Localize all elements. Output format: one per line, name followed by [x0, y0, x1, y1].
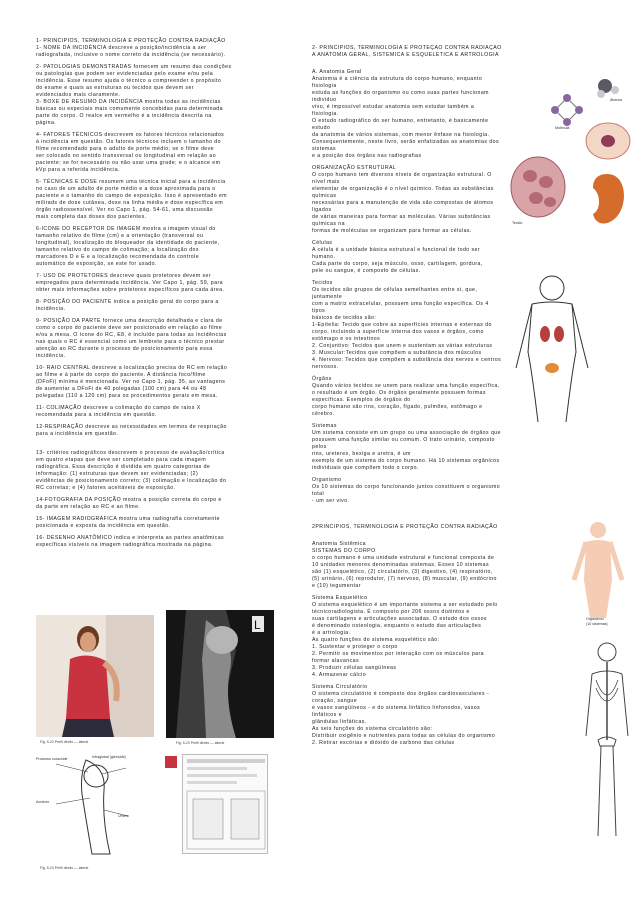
left-column [36, 38, 304, 554]
left-para-2: 2- PATOLOGIAS DEMONSTRADAS fornecem um resumo das condições ou patologias que podem ser evidenciadas pelo exame e/ou pela incidência. Esse resumo ajuda o técnico a compreender o propósito do exame e quais as estruturas ou tecidos que devem ser evidenciados mais claramente. 3- BOXE DE RESUMO DA INCIDÊNCIA mostra todas as incidências básicas ou especiais mais comumente concebidas para determinada parte do corpo. O realce em vermelho é a incidência descrita na página. [36, 64, 232, 126]
left-para-15: 16- DESENHO ANATÔMICO indica e interpreta as partes anatômicas específicas visíveis na imagem radiográfica mostrada na página. [36, 535, 225, 548]
right-section-tecidos: Tecidos Os tecidos são grupos de células semelhantes entre si, que, juntamente com a matriz extracelular, possuem uma função específica. Os 4 tipos básicos de tecidos são: 1-Epitelia: Tecido que cobre as superfícies internas e externas do corpo, incluindo a superfície interna dos vasos e órgãos, como estômago e os intestinos 2. Conjuntivo: Tecidos que unem e sustentam as várias estruturas 3. Muscular:Tecidos que compõem a substância dos músculos 4. Nervoso: Tecidos que compõem a substância dos nervos e centros nervosos. [312, 280, 502, 370]
left-para-4: 5- TÉCNICAS E DOSE resumem uma técnica inicial para a incidência no caso de um adulto de porte médio e a dose aproximada para o paciente e o tamanho do campo de exposição. Isso é apresentado em milirads de dose cutânea, dose na linha média e dose específica em órgão radiossensível. Ver no Capo 1, pág. 54-61, uma discussão mais completa das doses dos pacientes. [36, 179, 228, 220]
left-para-8: 9- POSIÇÃO DA PARTE fornece uma descrição detalhada e clara de como o corpo do paciente deve ser posicionado em relação ao filme e/ou a mesa. O ícone do RC, E8, é incluído para todas as incidências nas quais o RC é essencial como um lembrete para o técnico prestar atenção ao RC durante o processo de posicionamento para essa incidência. [36, 318, 227, 359]
right-section-celulas: Células A célula é a unidade básica estrutural e funcional de todo ser humano. Cada parte do corpo, seja músculo, osso, cartilagem, gordura, pele ou sangue, é composto de células. [312, 240, 483, 274]
anat-label-1: Processo coracóide [36, 757, 68, 761]
body-urinary-illustration [512, 272, 592, 422]
tissue-illustration [508, 152, 568, 222]
anat-label-3: Acrômio [36, 800, 50, 804]
summary-box [182, 754, 268, 854]
right-title: 2- PRINCIPIOS, TERMINOLOGIA E PROTEÇÃO CONTRA RADIAÇÃO [312, 45, 502, 51]
right-section-anatomia: A. Anatomia Geral Anatomia é a ciência da estrutura do corpo humano, enquanto fisiologia estuda as funções do organismo ou como suas partes funcionam individuo vivo, é impossível estudar anatomia sem estudar também a fisiologia. O estudo radiográfico do ser humano, entretanto, é basicamente estudo da anatomia de vários sistemas, com menor ênfase na fisiologia. Consequentemente, neste livro, serão enfatizadas as anatomias dos sistemas e a posição dos órgãos nas radiografias [312, 69, 499, 159]
left-para-14: 15- IMAGEM RADIOGRÁFICA mostra uma radiografia corretamente posicionada e exposta da incidência em questão. [36, 516, 220, 529]
label-tecido: Tecido [512, 221, 523, 225]
right-subtitle: A ANATOMIA GERAL, SISTÊMICA E ESQUELÉTICA E ARTROLOGIA [312, 52, 499, 58]
left-para-10: 11- COLIMAÇÃO descreve a colimação do campo de raios X recomendada para a incidência em questão. [36, 405, 201, 418]
right-section-organizacao: ORGANIZAÇÃO ESTRUTURAL O corpo humano tem diversos níveis de organização estrutural. O nível mais elementar de organização é o nível químico. Todas as substâncias químicas necessárias para a manutenção de vida são compostas de átomos ligados de várias maneiras para formar as moléculas. Várias substâncias químicas na formas de moléculas se organizam para formar as células. [312, 165, 494, 234]
left-para-7: 8- POSIÇÃO DO PACIENTE indica a posição geral do corpo para a incidência. [36, 299, 219, 312]
svg-text:L: L [254, 618, 261, 632]
anat-label-4: Úmero [118, 814, 129, 818]
left-para-11: 12-RESPIRAÇÃO descreve as necessidades em termos de respiração para a incidência em questão. [36, 424, 227, 437]
fig1-caption: Fig. 5-22 Perfil direito — lateral [40, 740, 89, 744]
left-para-13: 14-FOTOGRAFIA DA POSIÇÃO mostra a posição correta do corpo e da parte em relação ao RC e ao filme. [36, 497, 222, 510]
label-organismo: Organismo (10 sistemas) [586, 617, 608, 626]
left-para-5: 6-ICONE DO RECEPTOR DE IMAGEM mostra a imagem visual do tamanho relativo do filme (cm) e a orientação (transversal ou longitudinal), localização do bloqueador da identidade do paciente, tamanho relativo do campo de colimação; a localização dos marcadores D e E e a localização recomendada do controle automático de exposição, se este for usado. [36, 226, 220, 267]
right-section-orgaos: Órgãos Quando vários tecidos se unem para realizar uma função específica, o resultado é um órgão. Os órgãos geralmente possuem formas específicas. Exemplos de órgãos do corpo humano são rins, coração, fígado, pulmões, estômago e cérebro. [312, 376, 500, 417]
cells-illustration [582, 118, 634, 164]
anatomy-drawing [36, 750, 144, 860]
left-para-12: 13- critérios radiográficos descrevem o processo de avaliação/crítica em quatro etapas que deve ser completado para cada imagem radiográfica. Essa descrição é dividida em quatro categorias de informação: (1) estruturas que devem ser evidenciadas; (2) evidências de posicionamento correto; (3) colimação e localização do RC corretas; e (4) fatores aceitáveis de exposição. [36, 450, 227, 491]
left-para-9: 10- RAIO CENTRAL descreve a localização precisa do RC em relação ao filme e à parte do corpo do paciente. A distância foco/filme (DFoFi) mínima é mencionada. Ver no Capo 1, pág. 35, as vantagens de aumentar a DFoFi de 40 polegadas (100 cm) para 44 ou 48 polegadas (110 a 120 cm) para os procedimentos gerais em mesa. [36, 365, 228, 399]
right-section-circulatorio: Sistema Circulatório O sistema circulatório é composto dos órgãos cardiovasculares - coração, sangue e vasos sangüíneos - e do sistema linfático linfonodos, vasos linfáticos e glândulas linfáticas. As seis funções do sistema circulatório são: Distribuir oxigênio e nutrientes para todas as células do organismo 2. Retirar escórias e dióxido de carbono das células [312, 684, 496, 746]
left-para-1: 1- PRINCIPIOS, TERMINOLOGIA E PROTEÇÃO CONTRA RADIAÇÃO 1- NOME DA INCIDÊNCIA descreve a posição/incidência a ser radiografada, inclusive o nome correto da incidência (se necessário). [36, 38, 226, 58]
position-photo [36, 615, 154, 737]
left-para-3: 4- FATORES TÉCNICOS descrevem os fatores técnicos relacionados à incidência em questão. Os fatores técnicos incluem o tamanho do filme recomendado para o adulto de porte médio; se o filme deve ser colocado no sentido transversal ou longitudinal em relação ao paciente; se for necessário ou não usar uma grade; e o alcance em kVp para a referida incidência. [36, 132, 225, 173]
thumb-icon [165, 756, 177, 768]
kidney-illustration [585, 170, 629, 232]
body-organism-illustration [566, 520, 630, 620]
label-molecula: Molécula [555, 126, 570, 130]
right-section-sistemas: Sistemas Um sistema consiste em um grupo ou uma associação de órgãos que possuem uma função similar ou comum. O trato urinário, composto pelos rins, ureteres, bexiga e uretra, é um exemplo de um sistema do corpo humano. Há 10 sistemas orgânicos individuais que compõem todo o corpo. [312, 423, 501, 471]
fig2-caption: Fig. 5-23 Perfil direito — lateral [176, 741, 225, 745]
skeleton-illustration [580, 640, 634, 840]
right-section-esqueletico: Sistema Esquelético O sistema esquelético é um importante sistema a ser estudado pelo técnicoradiologista. É composto por 206 ossos distintos e suas cartilagens e articulações associadas. O estudo dos ossos é denominado osteologia, enquanto o estudo das articulações é a artrologia. As quatro funções do sistema esquelético são: 1. Sustentar e proteger o corpo 2. Permitir os movimentos por interação com os músculos para formar alavancas 3. Produzir células sangüíneas 4. Armazenar cálcio [312, 595, 498, 678]
right-section-sistemica: Anatomia Sistêmica SISTEMAS DO CORPO o corpo humano é uma unidade estrutural e funcional composta de 10 unidades menores denominadas sistemas. Esses 10 sistemas são (1) esquelético, (2) circulatório, (3) digestivo, (4) respiratório, (5) urinário, (6) reprodutor, (7) nervoso, (8) muscular, (9) endócrino e (10) tegumentar [312, 541, 497, 589]
label-atomos: Átomos [610, 98, 623, 102]
fig3-caption: Fig. 5-24 Perfil direito — lateral [40, 866, 89, 870]
right-heading-2: 2PRINCIPIOS, TERMINOLOGIA E PROTEÇÃO CONTRA RADIAÇÃO [312, 524, 498, 530]
right-section-organismo: Organismo Os 10 sistemas do corpo funcionando juntos constituem o organismo total - um ser vivo. [312, 477, 501, 504]
radiograph-image [166, 610, 274, 738]
left-para-6: 7- USO DE PROTETORES descreve quais protetores devem ser empregados para determinada incidência. Ver Capo 1, pág. 59, para obter mais informações sobre protetores específicos para cada área. [36, 273, 225, 293]
anat-label-2: Infraglobal (glenóide) [92, 755, 126, 759]
